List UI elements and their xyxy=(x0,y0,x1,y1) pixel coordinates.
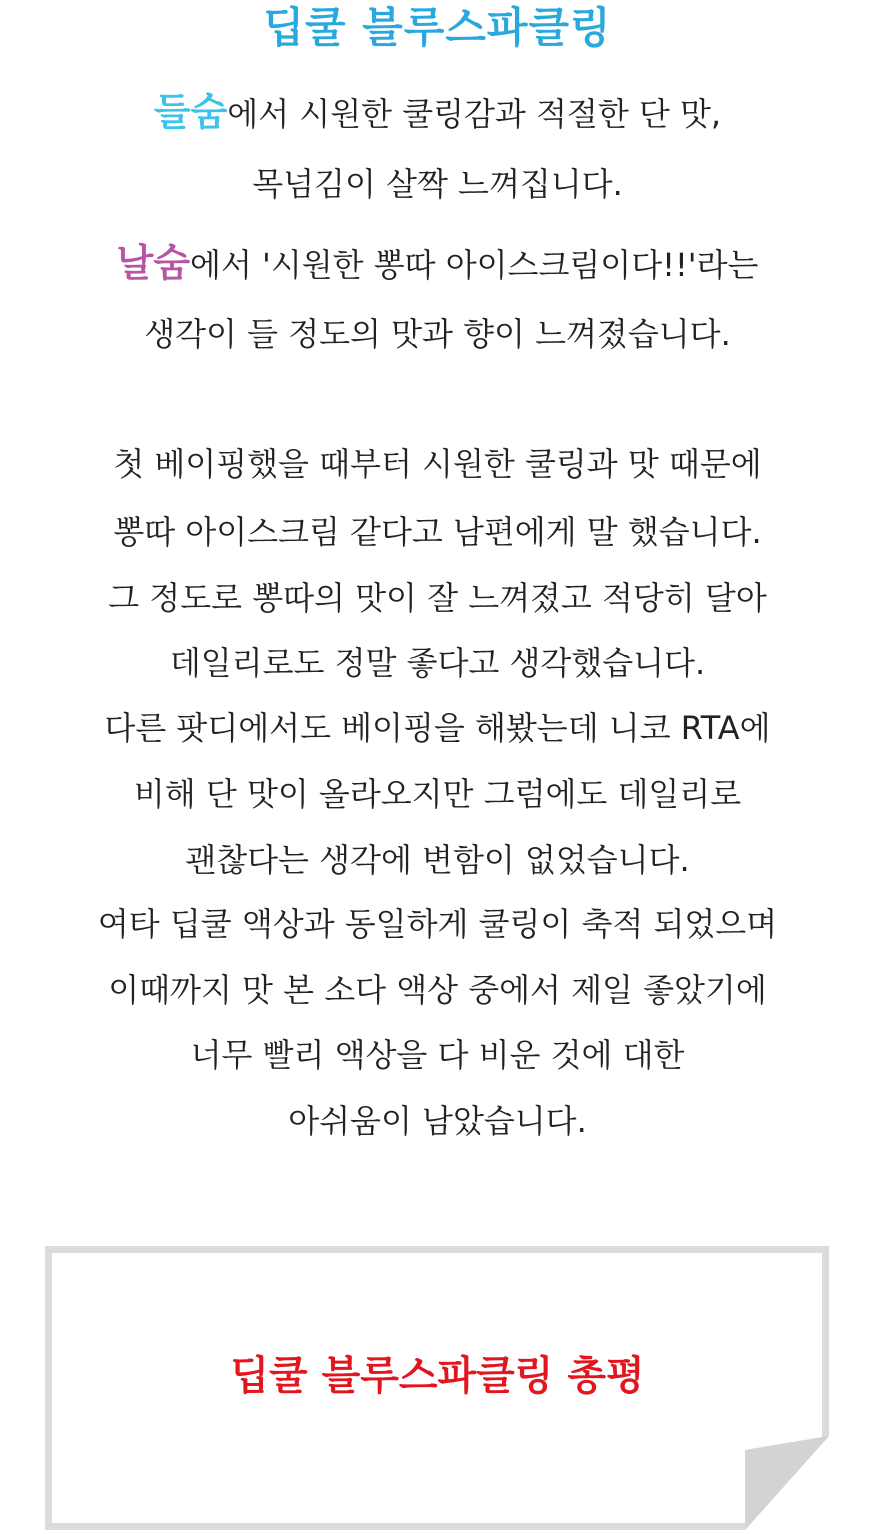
body-line: 그 정도로 뽕따의 맛이 잘 느껴졌고 적당히 달아 xyxy=(108,579,767,617)
body-line: 뽕따 아이스크림 같다고 남편에게 말 했습니다. xyxy=(113,513,762,551)
body-line: 너무 빨리 액상을 다 비운 것에 대한 xyxy=(190,1036,685,1074)
body-line: 다른 팟디에서도 베이핑을 해봤는데 니코 RTA에 xyxy=(104,709,771,747)
body-line: 괜찮다는 생각에 변함이 없었습니다. xyxy=(185,841,690,879)
exhale-text: 에서 '시원한 뽕따 아이스크림이다!!'라는 xyxy=(190,246,759,284)
inhale-line-1 xyxy=(0,92,875,134)
summary-title: 딥쿨 블루스파클링 총평 xyxy=(230,1353,645,1399)
inhale-label: 들숨 xyxy=(153,90,228,134)
exhale-label: 날숨 xyxy=(116,241,191,285)
exhale-line-2: 생각이 들 정도의 맛과 향이 느껴졌습니다. xyxy=(144,315,731,353)
body-line: 아쉬움이 남았습니다. xyxy=(288,1102,587,1140)
page-curl-decoration xyxy=(745,1436,829,1530)
body-line: 비해 단 맛이 올라오지만 그럼에도 데일리로 xyxy=(133,775,742,813)
inhale-text: 에서 시원한 쿨링감과 적절한 단 맛, xyxy=(227,95,722,133)
exhale-line-1 xyxy=(0,243,875,285)
body-line: 첫 베이핑했을 때부터 시원한 쿨링과 맛 때문에 xyxy=(113,445,762,483)
body-line: 데일리로도 정말 좋다고 생각했습니다. xyxy=(169,644,706,682)
inhale-line-2: 목넘김이 살짝 느껴집니다. xyxy=(252,165,623,203)
page-title: 딥쿨 블루스파클링 xyxy=(263,3,612,52)
body-line: 이때까지 맛 본 소다 액상 중에서 제일 좋았기에 xyxy=(108,971,767,1009)
body-line: 여타 딥쿨 액상과 동일하게 쿨링이 축적 되었으며 xyxy=(97,905,778,943)
